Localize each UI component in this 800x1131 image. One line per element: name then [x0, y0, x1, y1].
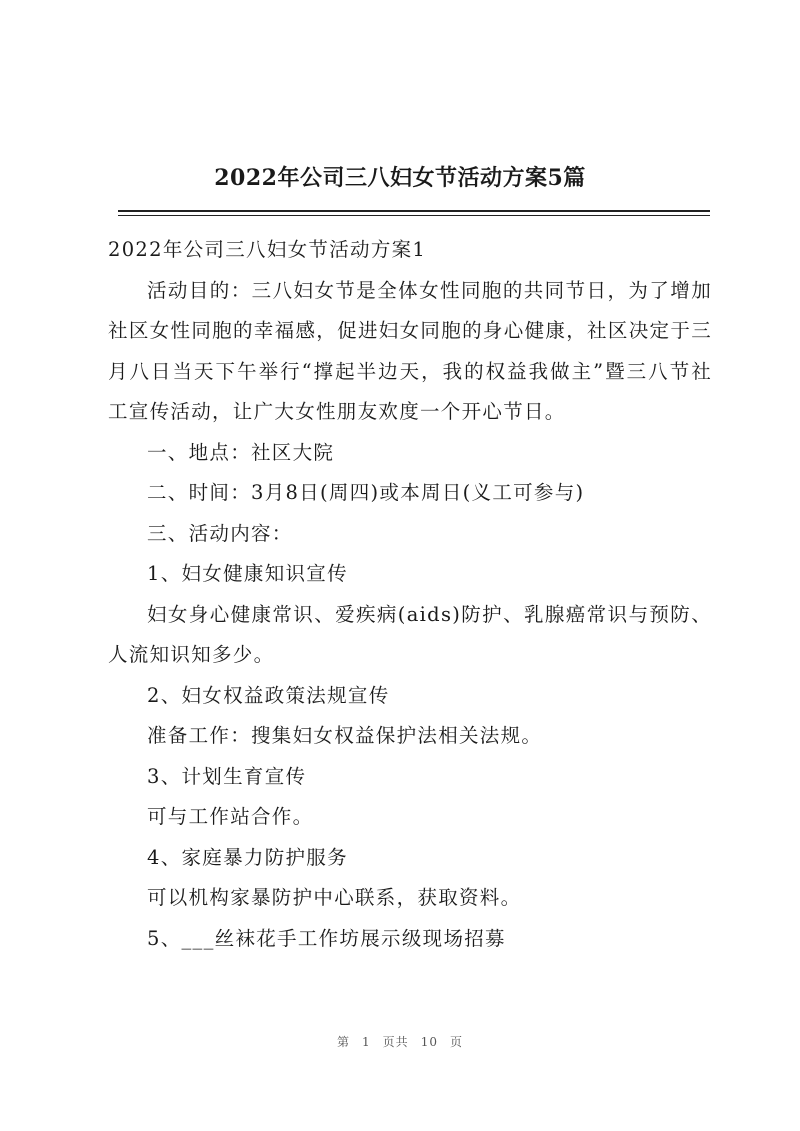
title-underline-thin — [118, 215, 710, 216]
item-2-detail: 准备工作：搜集妇女权益保护法相关法规。 — [147, 724, 543, 747]
page-footer — [0, 1033, 800, 1050]
footer-prefix: 第 — [337, 1035, 351, 1049]
footer-suffix: 页 — [449, 1035, 463, 1049]
item-1-heading: 1、妇女健康知识宣传 — [147, 562, 348, 585]
paragraph-content-heading: 三、活动内容： — [147, 521, 293, 545]
footer-mid: 页共 — [382, 1035, 409, 1049]
item-3-detail: 可与工作站合作。 — [147, 805, 314, 828]
paragraph-time: 二、时间：3月8日(周四)或本周日(义工可参与) — [147, 481, 585, 504]
item-4-detail: 可以机构家暴防护中心联系，获取资料。 — [147, 886, 522, 909]
paragraph-purpose: 活动目的：三八妇女节是全体女性同胞的共同节日，为了增加社区女性同胞的幸福感，促进妇女同胞的身心健康，社区决定于三月八日当天下午举行“撑起半边天，我的权益我做主”暨三八节社工宣传活动，让广大女性朋友欢度一个开心节日。 — [108, 278, 712, 423]
item-5-heading: 5、___丝袜花手工作坊展示级现场招募 — [147, 926, 506, 950]
paragraph-location: 一、地点：社区大院 — [147, 440, 335, 464]
document-body — [108, 230, 712, 959]
document-title: 2022年公司三八妇女节活动方案5篇 — [214, 165, 586, 191]
item-4-heading: 4、家庭暴力防护服务 — [147, 845, 348, 869]
page-number: 1 — [362, 1035, 371, 1049]
item-2-heading: 2、妇女权益政策法规宣传 — [147, 683, 390, 707]
item-1-detail: 妇女身心健康常识、爱疾病(aids)防护、乳腺癌常识与预防、人流知识知多少。 — [108, 602, 712, 666]
total-pages: 10 — [420, 1035, 438, 1049]
title-underline — [118, 210, 710, 212]
item-3-heading: 3、计划生育宣传 — [147, 764, 307, 788]
section-heading: 2022年公司三八妇女节活动方案1 — [108, 238, 427, 261]
